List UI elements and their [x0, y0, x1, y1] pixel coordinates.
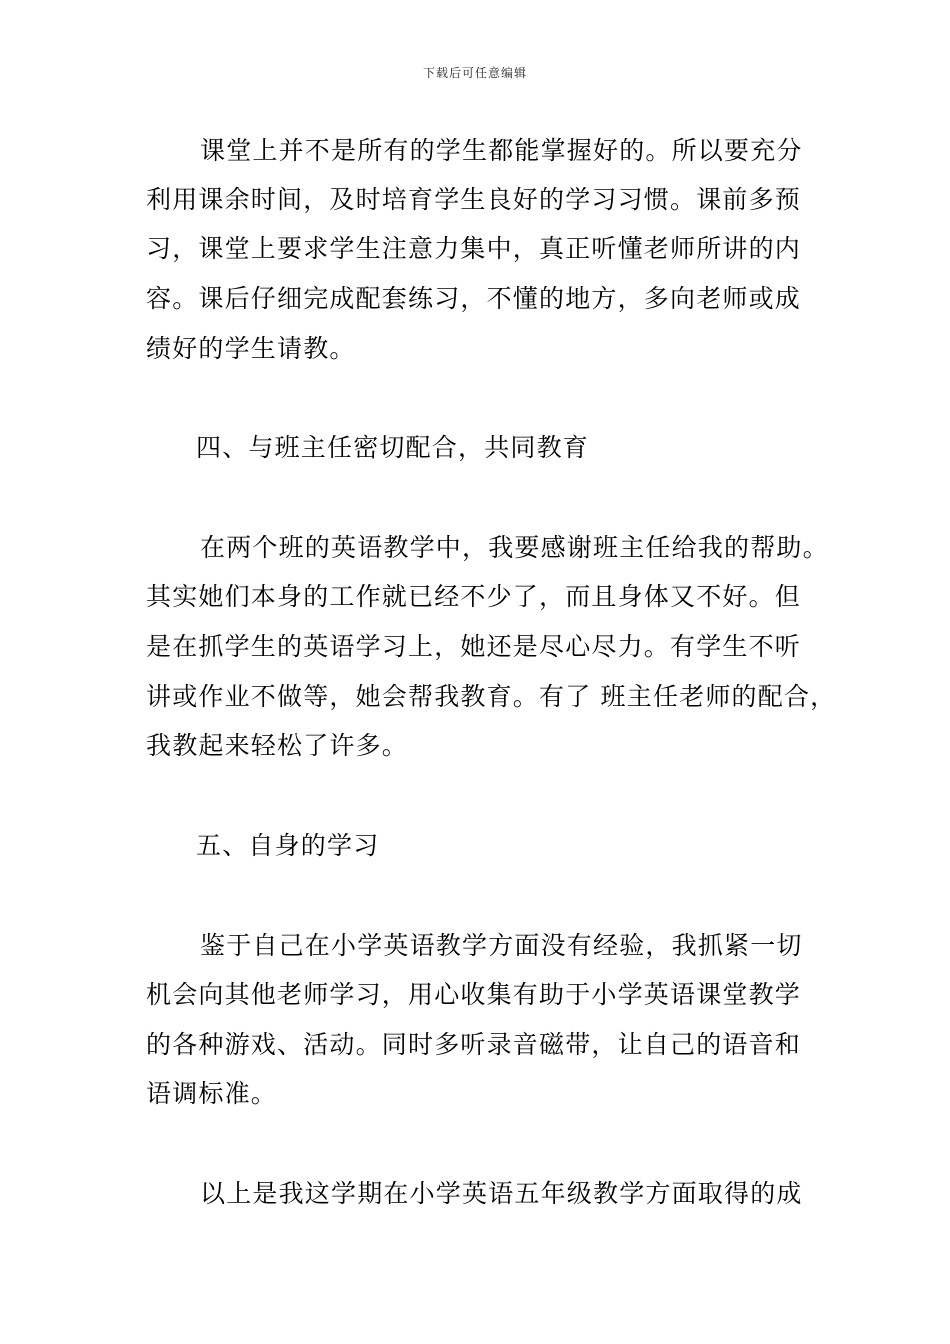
section-heading-4: 四、与班主任密切配合，共同教育 — [196, 433, 590, 462]
paragraph-1-line-5: 绩好的学生请教。 — [146, 334, 356, 363]
paragraph-1-line-4: 容。课后仔细完成配套练习，不懂的地方，多向老师或成 — [146, 284, 802, 313]
section-heading-5: 五、自身的学习 — [196, 831, 380, 860]
paragraph-2-line-5: 我教起来轻松了许多。 — [146, 731, 409, 760]
paragraph-2-line-1: 在两个班的英语教学中，我要感谢班主任给我的帮助。 — [200, 533, 829, 562]
paragraph-2-line-2: 其实她们本身的工作就已经不少了，而且身体又不好。但 — [146, 582, 802, 611]
paragraph-4-line-1: 以上是我这学期在小学英语五年级教学方面取得的成 — [200, 1179, 803, 1208]
paragraph-3-line-1: 鉴于自己在小学英语教学方面没有经验，我抓紧一切 — [200, 931, 803, 960]
paragraph-3-line-4: 语调标准。 — [146, 1079, 278, 1108]
page-header: 下载后可任意编辑 — [422, 66, 527, 80]
paragraph-1-line-2: 利用课余时间，及时培育学生良好的学习习惯。课前多预 — [146, 185, 802, 214]
paragraph-1-line-1: 课堂上并不是所有的学生都能掌握好的。所以要充分 — [200, 136, 803, 165]
paragraph-2-line-4: 讲或作业不做等，她会帮我教育。有了 班主任老师的配合， — [146, 682, 837, 711]
paragraph-3-line-2: 机会向其他老师学习，用心收集有助于小学英语课堂教学 — [146, 980, 802, 1009]
paragraph-3-line-3: 的各种游戏、活动。同时多听录音磁带，让自己的语音和 — [146, 1030, 802, 1059]
paragraph-2-line-3: 是在抓学生的英语学习上，她还是尽心尽力。有学生不听 — [146, 632, 802, 661]
paragraph-1-line-3: 习，课堂上要求学生注意力集中，真正听懂老师所讲的内 — [146, 234, 802, 263]
